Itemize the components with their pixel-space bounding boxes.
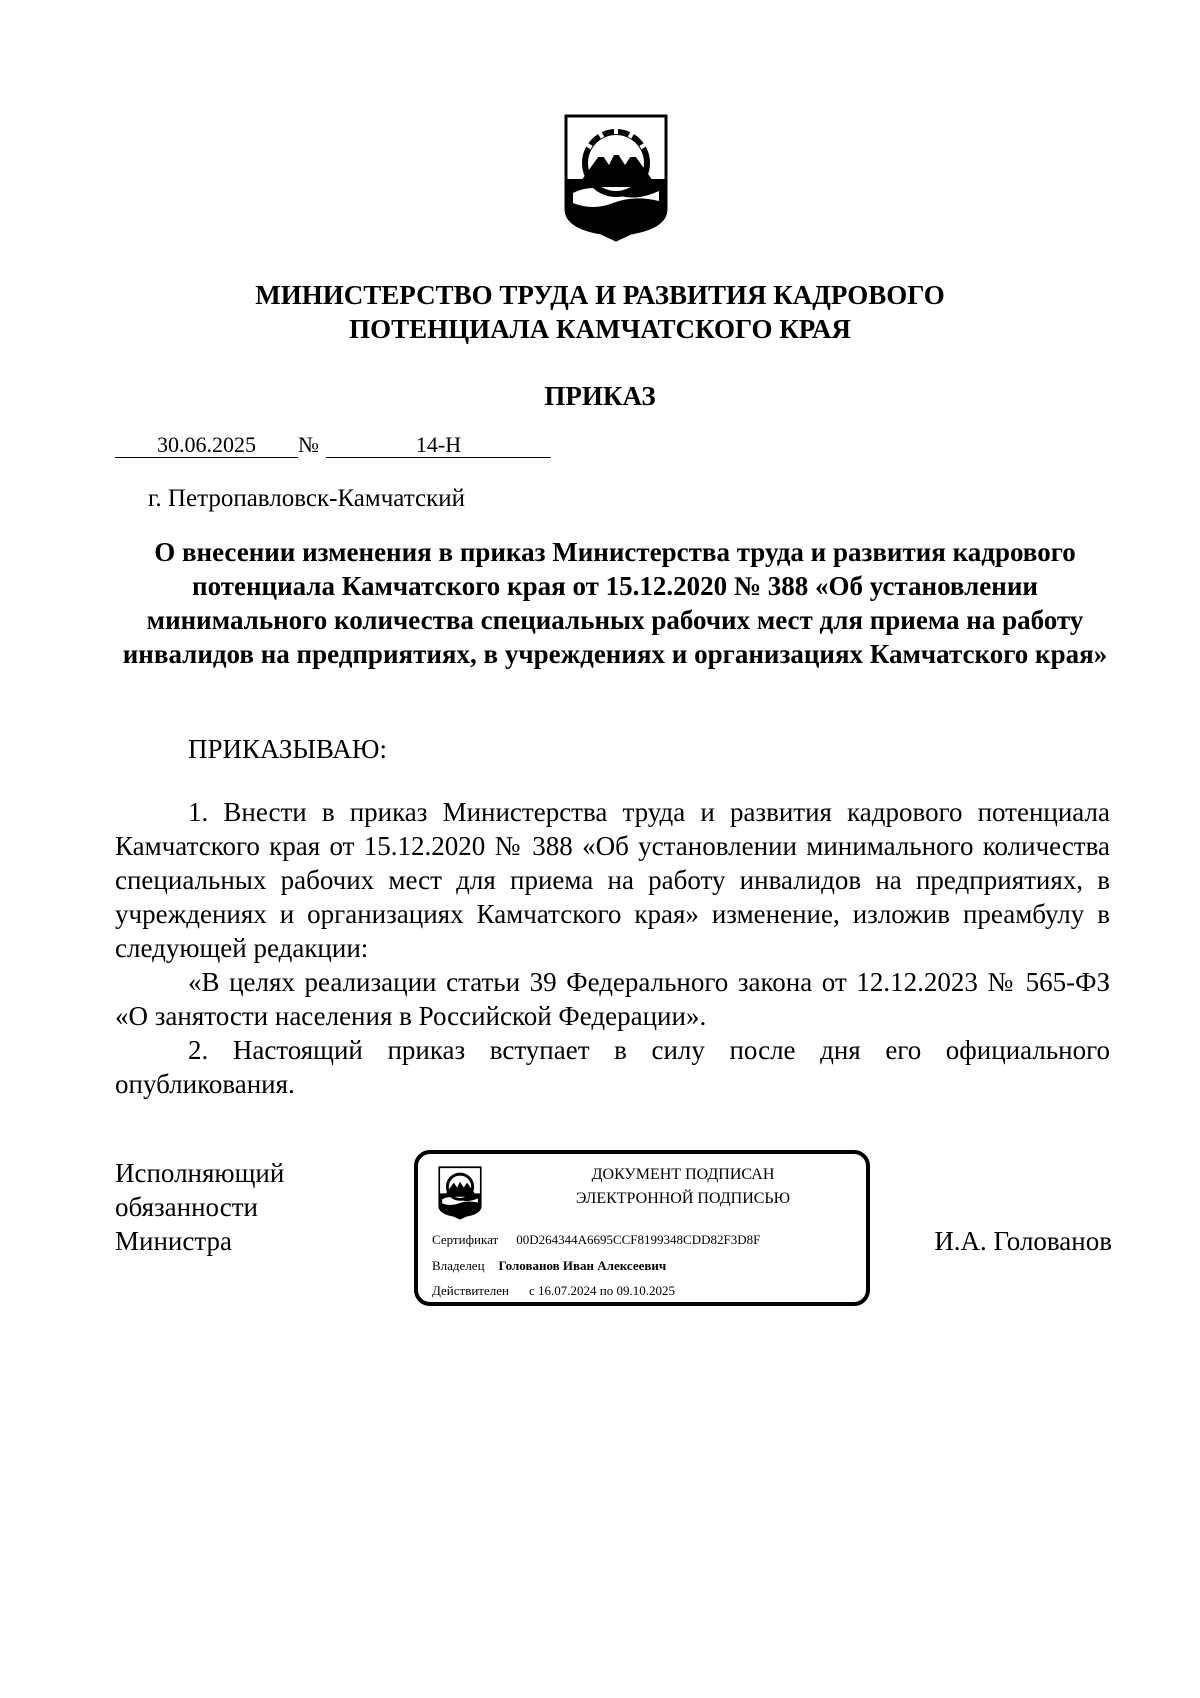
owner-label: Владелец <box>432 1258 485 1273</box>
electronic-signature-stamp <box>414 1150 870 1306</box>
owner-value: Голованов Иван Алексеевич <box>498 1258 667 1273</box>
signer-position-line-2: обязанности <box>115 1192 258 1222</box>
certificate-value: 00D264344A6695CCF8199348CDD82F3D8F <box>516 1232 761 1247</box>
ministry-line-2: ПОТЕНЦИАЛА КАМЧАТСКОГО КРАЯ <box>349 314 851 344</box>
validity-value: с 16.07.2024 по 09.10.2025 <box>528 1283 675 1298</box>
certificate-label: Сертификат <box>432 1232 499 1247</box>
stamp-owner-row <box>432 1257 666 1275</box>
signer-name: И.А. Голованов <box>934 1226 1112 1256</box>
body-paragraph-2: «В целях реализации статьи 39 Федерального закона от 12.12.2023 № 565-ФЗ «О занятости населения в Российской Федерации». <box>115 967 1110 1031</box>
document-body <box>115 795 1110 1101</box>
document-type: ПРИКАЗ <box>544 381 656 411</box>
date-number-line <box>115 431 551 459</box>
kamchatka-coat-of-arms-icon <box>563 113 669 243</box>
number-sign: № <box>298 432 319 457</box>
city: г. Петропавловск-Камчатский <box>148 485 465 512</box>
stamp-certificate-row <box>432 1231 760 1249</box>
document-subject: О внесении изменения в приказ Министерства труда и развития кадрового потенциала Камчатского края от 15.12.2020 № 388 «Об установлении минимального количества специальных рабочих мест для приема на работу инвалидов на предприятиях, в учреждениях и организациях Камчатского края» <box>122 537 1108 669</box>
stamp-title-line-2: ЭЛЕКТРОННОЙ ПОДПИСЬЮ <box>575 1190 791 1207</box>
validity-label: Действителен <box>432 1283 509 1298</box>
document-number: 14-Н <box>326 433 551 458</box>
kamchatka-coat-of-arms-icon <box>438 1165 482 1221</box>
signer-position <box>115 1156 284 1258</box>
order-word: ПРИКАЗЫВАЮ: <box>188 734 387 764</box>
stamp-title-line-1: ДОКУМЕНТ ПОДПИСАН <box>591 1166 775 1183</box>
stamp-title <box>498 1163 868 1211</box>
document-date: 30.06.2025 <box>115 433 298 458</box>
ministry-name <box>100 278 1100 346</box>
signer-position-line-1: Исполняющий <box>115 1158 285 1188</box>
body-paragraph-3: 2. Настоящий приказ вступает в силу после дня его официального опубликования. <box>115 1035 1110 1099</box>
ministry-line-1: МИНИСТЕРСТВО ТРУДА И РАЗВИТИЯ КАДРОВОГО <box>255 280 945 310</box>
stamp-validity-row <box>432 1282 675 1300</box>
body-paragraph-1: 1. Внести в приказ Министерства труда и развития кадрового потенциала Камчатского края от 15.12.2020 № 388 «Об установлении минимального количества специальных рабочих мест для приема на работу инвалидов на предприятиях, в учреждениях и организациях Камчатского края» изменение, изложив преамбулу в следующей редакции: <box>115 797 1110 963</box>
signer-position-line-3: Министра <box>115 1226 232 1256</box>
